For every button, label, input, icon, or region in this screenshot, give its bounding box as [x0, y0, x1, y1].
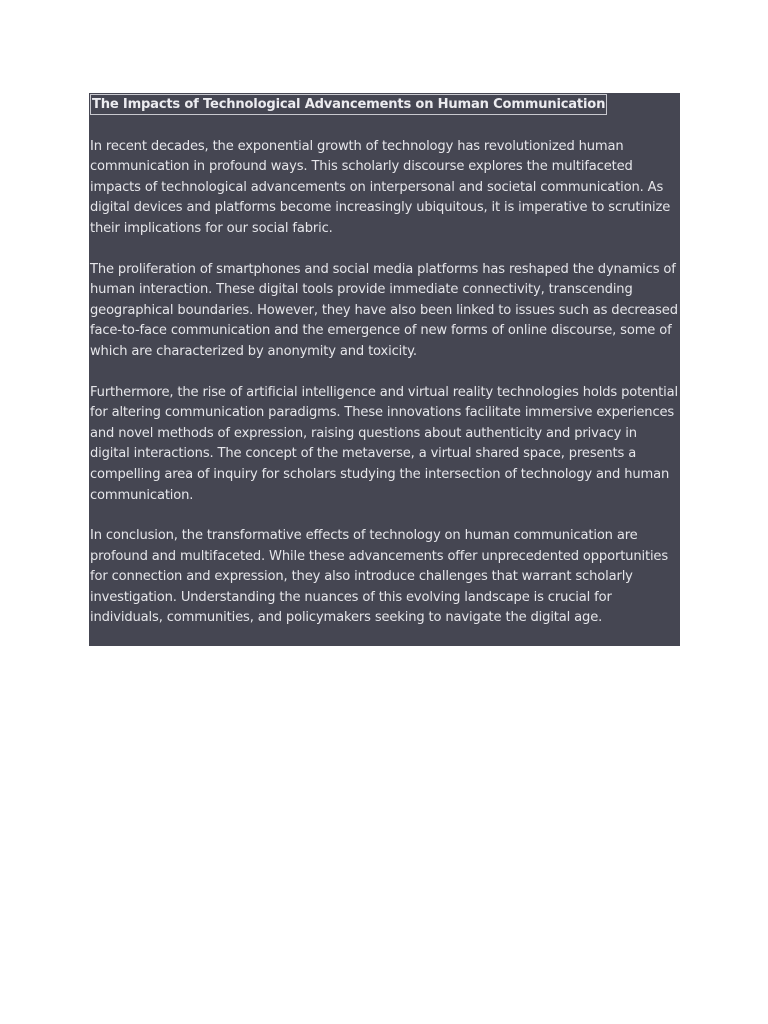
document-title: The Impacts of Technological Advancements on Human Communication — [90, 94, 607, 115]
paragraph-introduction: In recent decades, the exponential growth of technology has revolutionized human communication in profound ways. This scholarly discourse explores the multifaceted impacts of technological advancements on interpersonal and societal communication. As digital devices and platforms become increasingly ubiquitous, it is imperative to scrutinize their implications for our social fabric. — [90, 138, 671, 236]
selected-text-block[interactable] — [89, 93, 680, 646]
paragraph-ai-virtual-reality: Furthermore, the rise of artificial intelligence and virtual reality technologies holds potential for altering communication paradigms. These innovations facilitate immersive experiences and novel methods of expression, raising questions about authenticity and privacy in digital interactions. The concept of the metaverse, a virtual shared space, presents a compelling area of inquiry for scholars studying the intersection of technology and human communication. — [90, 384, 678, 503]
paragraph-conclusion: In conclusion, the transformative effects of technology on human communication are profound and multifaceted. While these advancements offer unprecedented opportunities for connection and expression, they also introduce challenges that warrant scholarly investigation. Understanding the nuances of this evolving landscape is crucial for individuals, communities, and policymakers seeking to navigate the digital age. — [90, 528, 669, 626]
paragraph-smartphones-social-media: The proliferation of smartphones and social media platforms has reshaped the dynamics of human interaction. These digital tools provide immediate connectivity, transcending geographical boundaries. However, they have also been linked to issues such as decreased face-to-face communication and the emergence of new forms of online discourse, some of which are characterized by anonymity and toxicity. — [90, 261, 678, 359]
